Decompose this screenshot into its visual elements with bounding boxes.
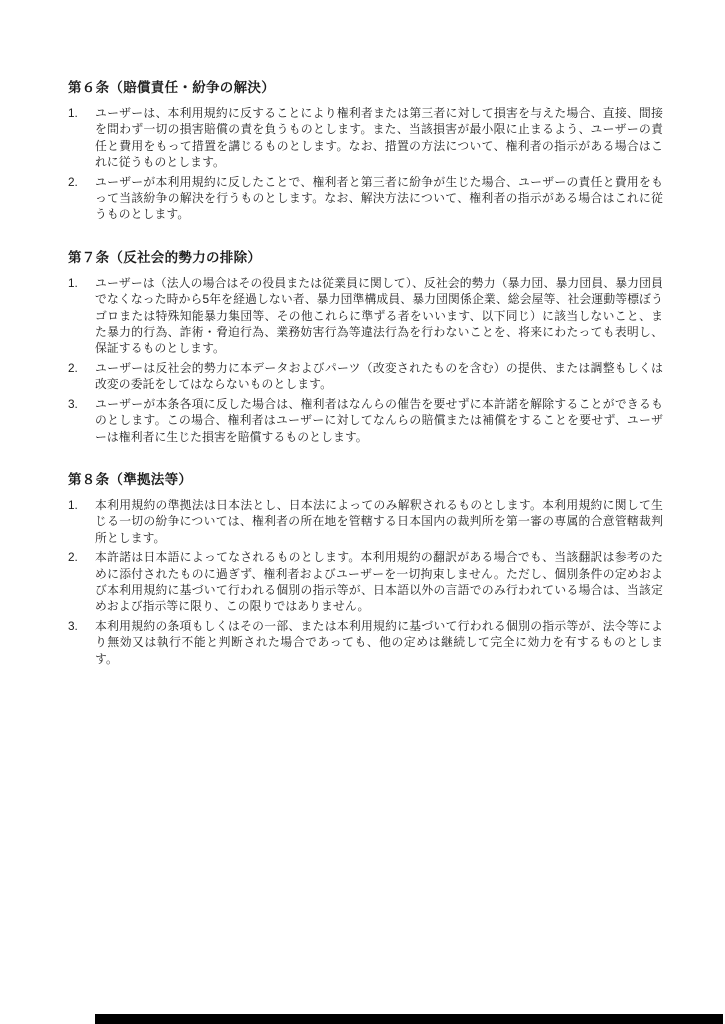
clause-text: 本許諾は日本語によってなされるものとします。本利用規約の翻訳がある場合でも、当該翻訳は参考のために添付されたものに過ぎず、権利者およびユーザーを一切拘束しません。ただし、個別条件の定めおよび本利用規約に基づいて行われる個別の指示等が、日本語以外の言語でのみ行われている場合は、当該定めおよび指示等に限り、この限りではありません。: [95, 550, 663, 614]
clause: [68, 360, 663, 393]
article-7-clauses: [68, 275, 663, 445]
clause-number: 2.: [68, 174, 78, 189]
scan-artifact-bar: [95, 1014, 723, 1024]
clause: [68, 618, 663, 667]
section-article-6: [68, 76, 663, 223]
document-content: [68, 76, 663, 690]
clause-text: ユーザーが本条各項に反した場合は、権利者はなんらの催告を要せずに本許諾を解除することができるものとします。この場合、権利者はユーザーに対してなんらの賠償または補償をすることを要せず、ユーザーは権利者に生じた損害を賠償するものとします。: [95, 396, 663, 444]
section-article-8: [68, 468, 663, 667]
clause: [68, 174, 663, 223]
clause: [68, 105, 663, 171]
clause: [68, 497, 663, 546]
article-6-heading: 第６条（賠償責任・紛争の解決）: [68, 80, 275, 95]
clause-number: 2.: [68, 360, 78, 375]
clause-text: ユーザーは、本利用規約に反することにより権利者または第三者に対して損害を与えた場合、直接、間接を問わず一切の損害賠償の責を負うものとします。また、当該損害が最小限に止まるよう、ユーザーの責任と費用をもって措置を講じるものとします。なお、措置の方法について、権利者の指示がある場合はこれに従うものとします。: [95, 106, 663, 170]
clause-number: 2.: [68, 550, 78, 565]
clause-number: 1.: [68, 497, 78, 512]
clause: [68, 396, 663, 445]
article-8-clauses: [68, 497, 663, 667]
clause-number: 1.: [68, 106, 78, 120]
clause-text: 本利用規約の条項もしくはその一部、または本利用規約に基づいて行われる個別の指示等が、法令等により無効又は執行不能と判断された場合であっても、他の定めは継続して完全に効力を有するものとします。: [95, 618, 663, 666]
clause-number: 1.: [68, 275, 78, 290]
clause: [68, 549, 663, 615]
section-article-7: [68, 246, 663, 445]
clause-text: ユーザーは（法人の場合はその役員または従業員に関して）、反社会的勢力（暴力団、暴力団員、暴力団員でなくなった時から5年を経過しない者、暴力団準構成員、暴力団関係企業、総会屋等、社会運動等標ぼうゴロまたは特殊知能暴力集団等、その他これらに準ずる者をいいます、以下同じ）に該当しないこと、また暴力的行為、詐術・脅迫行為、業務妨害行為等違法行為を行わないことを、将来にわたっても表明し、保証するものとします。: [95, 275, 663, 356]
clause: [68, 275, 663, 357]
clause-text: 本利用規約の準拠法は日本法とし、日本法によってのみ解釈されるものとします。本利用規約に関して生じる一切の紛争については、権利者の所在地を管轄する日本国内の裁判所を第一審の専属的合意管轄裁判所とします。: [95, 497, 663, 545]
clause-number: 3.: [68, 618, 78, 633]
clause-text: ユーザーは反社会的勢力に本データおよびパーツ（改変されたものを含む）の提供、または調整もしくは改変の委託をしてはならないものとします。: [95, 360, 663, 392]
article-7-heading: 第７条（反社会的勢力の排除）: [68, 249, 262, 265]
article-8-heading: 第８条（準拠法等）: [68, 471, 193, 487]
clause-text: ユーザーが本利用規約に反したことで、権利者と第三者に紛争が生じた場合、ユーザーの責任と費用をもって当該紛争の解決を行うものとします。なお、解決方法について、権利者の指示がある場合はこれに従うものとします。: [95, 174, 663, 222]
article-6-clauses: [68, 105, 663, 223]
clause-number: 3.: [68, 396, 78, 411]
